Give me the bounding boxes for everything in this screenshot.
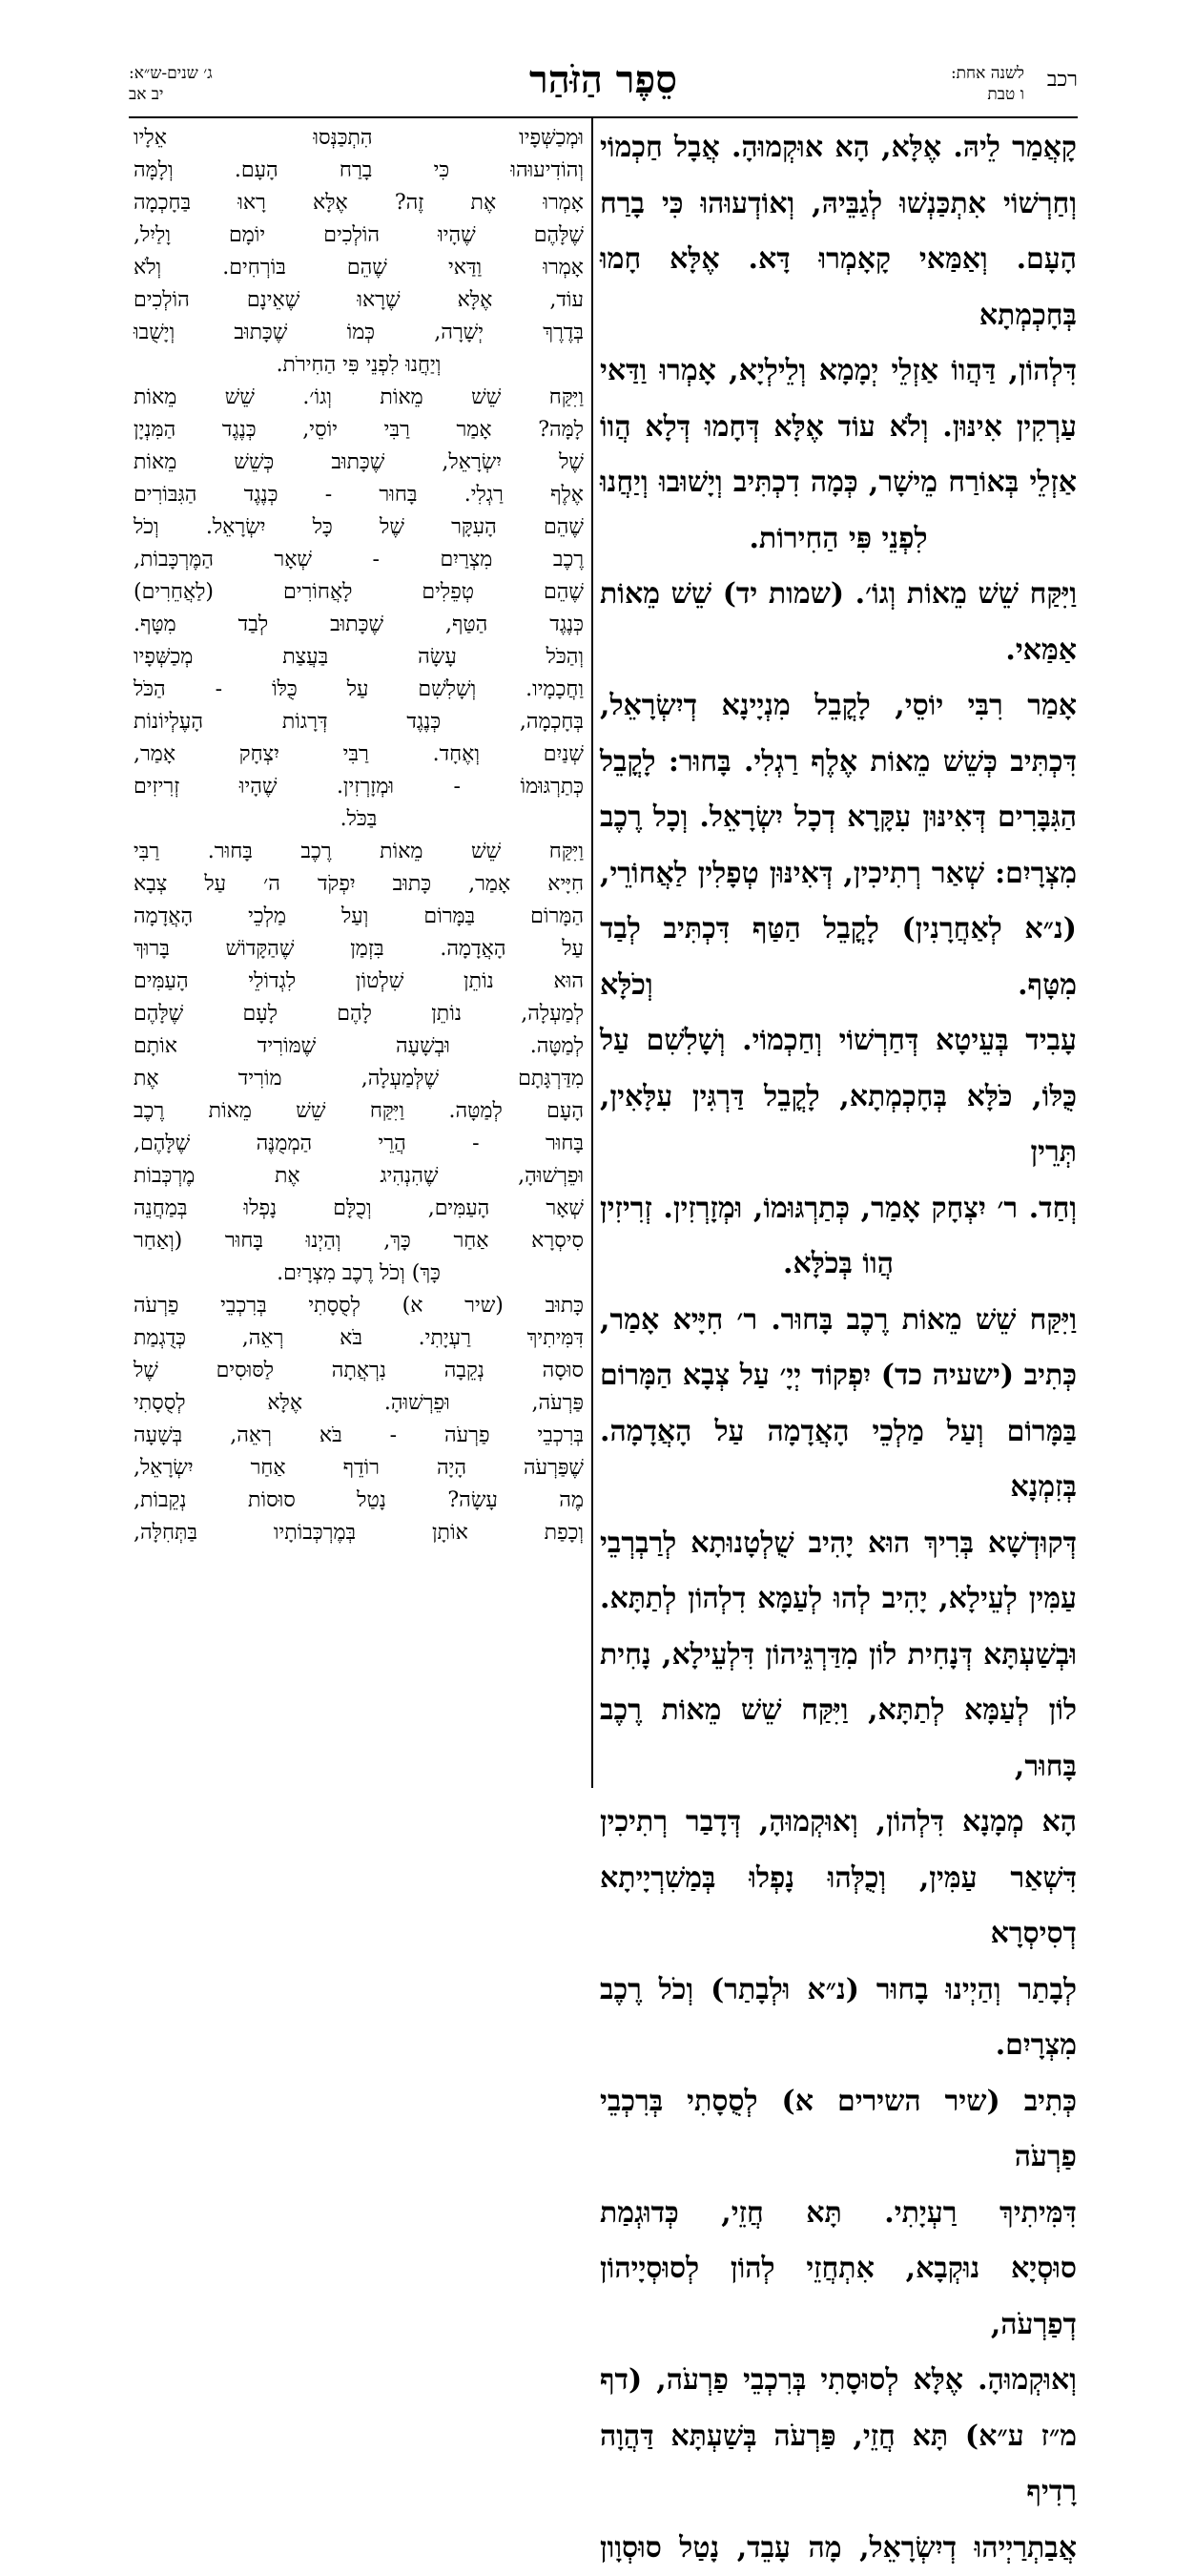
text-line: רֶכֶב מִצְרַיִם - שְׁאָר הַמֶּרְכָּבוֹת,: [134, 544, 584, 576]
schedule-label: לשנה אחת:: [951, 63, 1024, 84]
text-line: עַמִּין לְעֵילָא, יָהִיב לְהוּ לְעַמָּא דִלְהוֹן לְתַתָּא.: [600, 1571, 1077, 1628]
text-line: בָּחוּר - הֲרֵי הַמְמֻנֶּה שֶׁלָּהֶם,: [134, 1128, 584, 1160]
text-line: וַיִּקַּח שֵׁשׁ מֵאוֹת רֶכֶב בָּחוּר. רַבִּי: [134, 836, 584, 868]
text-line: סִיסְרָא אַחַר כָּךְ, וְהַיְנוּ בָּחוּר (וְאַחַר: [134, 1225, 584, 1257]
text-line: אָמְרוּ אֶת זֶה? אֶלָּא רָאוּ בַּחָכְמָה: [134, 187, 584, 219]
text-line: שֶׁפַּרְעֹה הָיָה רוֹדֵף אַחַר יִשְׂרָאֵל,: [134, 1452, 584, 1485]
text-line: וְחַרְשׁוֹי אִתְכַּנְשׁוּ לְגַבֵּיהּ, וְאוֹדְעוּהוּ כִּי בָרַח: [600, 177, 1077, 233]
text-line: עָבִיד בְּעֵיטָא דְּחַרְשׁוֹי וְחַכְמוֹי. וְשָׁלִשִׁם עַל: [600, 1013, 1077, 1070]
text-line: הָעָם לְמַטָּה. וַיִּקַּח שֵׁשׁ מֵאוֹת רֶכֶב: [134, 1095, 584, 1128]
text-line: מ״ז ע״א) תָּא חֲזֵי, פַּרְעֹה בְּשַׁעְתָּא דַּהֲוָה רָדִיף: [600, 2409, 1077, 2521]
schedule-date: יב אב: [129, 84, 213, 105]
text-line: עוֹד, אֶלָּא שֶׁרָאוּ שֶׁאֵינָם הוֹלְכִים: [134, 284, 584, 317]
text-line: מֶה עָשָׂה? נָטַל סוּסוֹת נְקֵבוֹת,: [134, 1485, 584, 1517]
text-line: שְׁאָר הָעַמִּים, וְכֻלָּם נָפְלוּ בְּמַחֲנֵה: [134, 1193, 584, 1225]
text-line: הֲווֹ בְּכֹלָּא.: [600, 1236, 1077, 1293]
text-line: אָמַר רִבִּי יוֹסֵי, לָקֳבֵל מִנְיָינָא דְיִשְׂרָאֵל,: [600, 678, 1077, 735]
text-line: וְכָפַת אוֹתָן בְּמֶרְכְּבוֹתָיו בַּתְּחִלָּה,: [134, 1517, 584, 1549]
text-line: אֶלֶף רַגְלִי. בָּחוּר - כְּנֶגֶד הַגִּבּוֹרִים: [134, 479, 584, 511]
text-line: וְיַחֲנוּ לִפְנֵי פִּי הַחִירֹת.: [134, 349, 584, 382]
text-line: לְמַטָּה. וּבְשָׁעָה שֶׁמּוֹרִיד אוֹתָם: [134, 1030, 584, 1063]
text-line: כְּנֶגֶד הַטַּף, שֶׁכָּתוּב לְבַד מִטָּף.: [134, 609, 584, 641]
text-line: וּמְכַשְּׁפָיו הִתְכַּנְּסוּ אֵלָיו: [134, 122, 584, 155]
text-line: פַּרְעֹה, וּפֵרְשׁוּהָ. אֶלָּא לְסֻסָתִי: [134, 1387, 584, 1420]
text-line: דִּכְתִּיב כְּשֵׁשׁ מֵאוֹת אֶלֶף רַגְלִי. בָּחוּר: לָקֳבֵל: [600, 735, 1077, 791]
text-line: לְבָתַר וְהַיְינוּ בָחוּר (נ״א וּלְבָתַר) וְכֹל רֶכֶב מִצְרָיִם.: [600, 1963, 1077, 2074]
text-line: עַרְקִין אִינּוּן. וְלֹא עוֹד אֶלָּא דְּחָמוּ דְּלָא הֲווֹ: [600, 400, 1077, 456]
text-line: דִּלְהוֹן, דַּהֲווֹ אַזְלֵי יְמָמָא וְלֵילְיָא, אָמְרוּ וַדַּאי: [600, 343, 1077, 400]
text-line: עַל הָאֲדָמָה. בִּזְמַן שֶׁהַקָּדוֹשׁ בָּרוּךְ: [134, 933, 584, 966]
text-line: וּבְשַׁעְתָּא דְּנָחִית לוֹן מִדַּרְגֵּיהוֹן דִּלְעֵילָא, נָחִית: [600, 1628, 1077, 1684]
text-line: כָּתוּב (שיר א) לְסֻסָתִי בְּרִכְבֵי פַרְעֹה: [134, 1290, 584, 1322]
text-line: וְאוּקְמוּהָ. אֶלָּא לְסוּסָתִי בְּרִכְבֵי פַרְעֹה, (דף: [600, 2353, 1077, 2409]
text-line: אַזְלֵי בְּאוֹרַח מֵישָׁר, כְּמָה דִכְתִּיב וְיָשׁוּבוּ וְיַחֲנוּ: [600, 455, 1077, 511]
text-line: וְהַכֹּל עָשָׂה בַּעֲצַת מְכַשְּׁפָיו: [134, 641, 584, 674]
text-line: לוֹן לְעַמָּא לְתַתָּא, וַיִּקַּח שֵׁשׁ מֵאוֹת רֶכֶב בָּחוּר,: [600, 1683, 1077, 1795]
text-line: כָּךְ) וְכֹל רֶכֶב מִצְרָיִם.: [134, 1257, 584, 1290]
text-line: וְהוֹדִיעוּהוּ כִּי בָרַח הָעָם. וְלָמָּה: [134, 155, 584, 187]
text-line: הוּא נוֹתֵן שִׁלְטוֹן לִגְדוֹלֵי הָעַמִּים: [134, 966, 584, 998]
aramaic-main-column: [600, 120, 1077, 2576]
text-line: בְּדֶרֶךְ יְשָׁרָה, כְּמוֹ שֶׁכָּתוּב וְיָשֻׁבוּ: [134, 317, 584, 349]
text-line: דִּשְׁאַר עַמִּין, וְכֻלְּהוּ נָפְלוּ בְּמַשִׁרְיָיתָא דְסִיסְרָא: [600, 1851, 1077, 1963]
text-line: בַּכֹּל.: [134, 803, 584, 836]
text-line: כֻּלּוֹ, כֹּלָּא בְּחָכְמְתָא, לָקֳבֵל דַּרְגִּין עִלָּאִין, תְּרֵין: [600, 1070, 1077, 1181]
text-line: אָמְרוּ וַדַּאי שֶׁהֵם בּוֹרְחִים. וְלֹא: [134, 252, 584, 284]
text-line: שֶׁהֵם הָעִקָּר שֶׁל כָּל יִשְׂרָאֵל. וְכֹל: [134, 511, 584, 544]
text-line: וַיִּקַּח שֵׁשׁ מֵאוֹת רֶכֶב בָּחוּר. ר׳ חִיָּיא אָמַר,: [600, 1293, 1077, 1349]
text-line: קָאֲמַר לֵיהּ. אֶלָּא, הָא אוּקְמוּהָ. אֲבָל חַכְמוֹי: [600, 120, 1077, 177]
text-line: וַחֲכָמָיו. וְשָׁלִשִׁם עַל כֻּלּוֹ - הַכֹּל: [134, 674, 584, 706]
text-line: וַיִּקַּח שֵׁשׁ מֵאוֹת וְגוֹ׳. (שמות יד) שֵׁשׁ מֵאוֹת אַמַּאי.: [600, 567, 1077, 678]
text-line: וְחַד. ר׳ יִצְחָק אָמַר, כְּתַרְגּוּמוֹ, וּמְזָרְזִין. זְרִיזִין: [600, 1181, 1077, 1237]
text-line: וּפֵרְשׁוּהָ, שֶׁהִנְהִיג אֶת מֶרְכְּבוֹת: [134, 1160, 584, 1193]
text-line: כְּתִיב (שיר השירים א) לְסֻסָתִי בְּרִכְבֵי פַרְעֹה: [600, 2074, 1077, 2186]
text-line: מִצְרָיִם: שְׁאַר רְתִיכִין, דְּאִינּוּן טְפָלִין לַאֲחוֹרֵי,: [600, 846, 1077, 903]
header-divider: [129, 116, 1078, 118]
page-number: רכב: [1047, 67, 1078, 92]
text-line: וַיִּקַּח שֵׁשׁ מֵאוֹת וְגוֹ׳. שֵׁשׁ מֵאוֹת: [134, 382, 584, 414]
column-divider: [591, 116, 593, 1788]
text-line: דִּמִּיתִיךְ רַעְיָתִי. תָּא חֲזֵי, כְּדוּגְמַת: [600, 2186, 1077, 2242]
text-line: הָעָם. וְאַמַּאי קָאָמְרוּ דָּא. אֶלָּא חָמוּ בְּחָכְמְתָא: [600, 232, 1077, 343]
hebrew-translation-column: [134, 122, 584, 1549]
text-line: הָא מְמָנָא דִּלְהוֹן, וְאוּקְמוּהָ, דְּדָבַר רְתִיכִין: [600, 1795, 1077, 1851]
text-line: כְּתַרְגּוּמוֹ - וּמְזָרְזִין. שֶׁהָיוּ זְרִיזִים: [134, 771, 584, 803]
schedule-label: ג׳ שנים-ש״א:: [129, 63, 213, 84]
text-line: לִפְנֵי פִּי הַחִירוֹת.: [600, 511, 1077, 568]
text-line: בְּחָכְמָה, כְּנֶגֶד דְּרָגוֹת הָעֶלְיוֹנוֹת: [134, 706, 584, 738]
text-line: סוּסְיָא נוּקְבָא, אִתְחֲזֵי לְהוֹן לְסוּסְיָיהוֹן דְפַרְעֹה,: [600, 2241, 1077, 2353]
text-line: שֶׁלָּהֶם שֶׁהָיוּ הוֹלְכִים יוֹמָם וָלַיִל,: [134, 219, 584, 252]
text-line: (נ״א לְאַחֲרָנִין) לָקֳבֵל הַטַּף דִּכְתִּיב לְבַד מִטָּף. וְכֹלָּא: [600, 902, 1077, 1013]
text-line: שְׁנַיִם וְאֶחָד. רַבִּי יִצְחָק אָמַר,: [134, 738, 584, 771]
text-line: אֲבַתְרַיְיהוּ דְיִשְׂרָאֵל, מָה עָבֵד, נָטַל סוּסְוָון: [600, 2521, 1077, 2576]
text-line: לְמַעְלָה, נוֹתֵן לָהֶם לָעָם שֶׁלָּהֶם: [134, 998, 584, 1030]
schedule-date: ו טבת: [951, 84, 1024, 105]
text-line: בַּמָּרוֹם וְעַל מַלְכֵי הָאֲדָמָה עַל הָאֲדָמָה. בְּזִמְנָא: [600, 1404, 1077, 1516]
text-line: לָמָּה? אָמַר רַבִּי יוֹסֵי, כְּנֶגֶד הַמִּנְיָן: [134, 414, 584, 447]
text-line: שֶׁהֵם טְפֵלִים לָאֲחוֹרִים (לַאֲחֵרִים): [134, 576, 584, 609]
text-line: דִּמִּיתִיךְ רַעְיָתִי. בֹּא רְאֵה, כְּדֻגְמַת: [134, 1322, 584, 1355]
text-line: הַמָּרוֹם בַּמָּרוֹם וְעַל מַלְכֵי הָאֲדָמָה: [134, 901, 584, 933]
text-line: כְּתִיב (ישעיה כד) יִפְקוֹד יְיָ׳ עַל צְבָא הַמָּרוֹם: [600, 1348, 1077, 1404]
page-header: [129, 63, 1078, 114]
text-line: בְּרִכְבֵי פַרְעֹה - בֹּא רְאֵה, בְּשָׁעָה: [134, 1420, 584, 1452]
text-line: דְּקוּדְשָׁא בְּרִיךְ הוּא יָהִיב שֻׁלְטָנוּתָא לְרַבְרְבֵי: [600, 1516, 1077, 1572]
text-line: חִיָּיא אָמַר, כָּתוּב יִפְקֹד ה׳ עַל צְבָא: [134, 868, 584, 901]
text-line: שֶׁל יִשְׂרָאֵל, שֶׁכָּתוּב כְּשֵׁשׁ מֵאוֹת: [134, 447, 584, 479]
text-line: סוּסָה נְקֵבָה נִרְאֲתָה לַסּוּסִים שֶׁל: [134, 1355, 584, 1387]
text-line: מִדַּרְגָּתָם שֶׁלְּמַעְלָה, מוֹרִיד אֶת: [134, 1063, 584, 1095]
study-schedule-three-years: [129, 63, 213, 105]
book-title: סֵפֶר הַזֹּהַר: [129, 57, 1078, 102]
text-line: הַגִּבָּרִים דְּאִינּוּן עִקָּרָא דְכָל יִשְׂרָאֵל. וְכָל רֶכֶב: [600, 790, 1077, 846]
